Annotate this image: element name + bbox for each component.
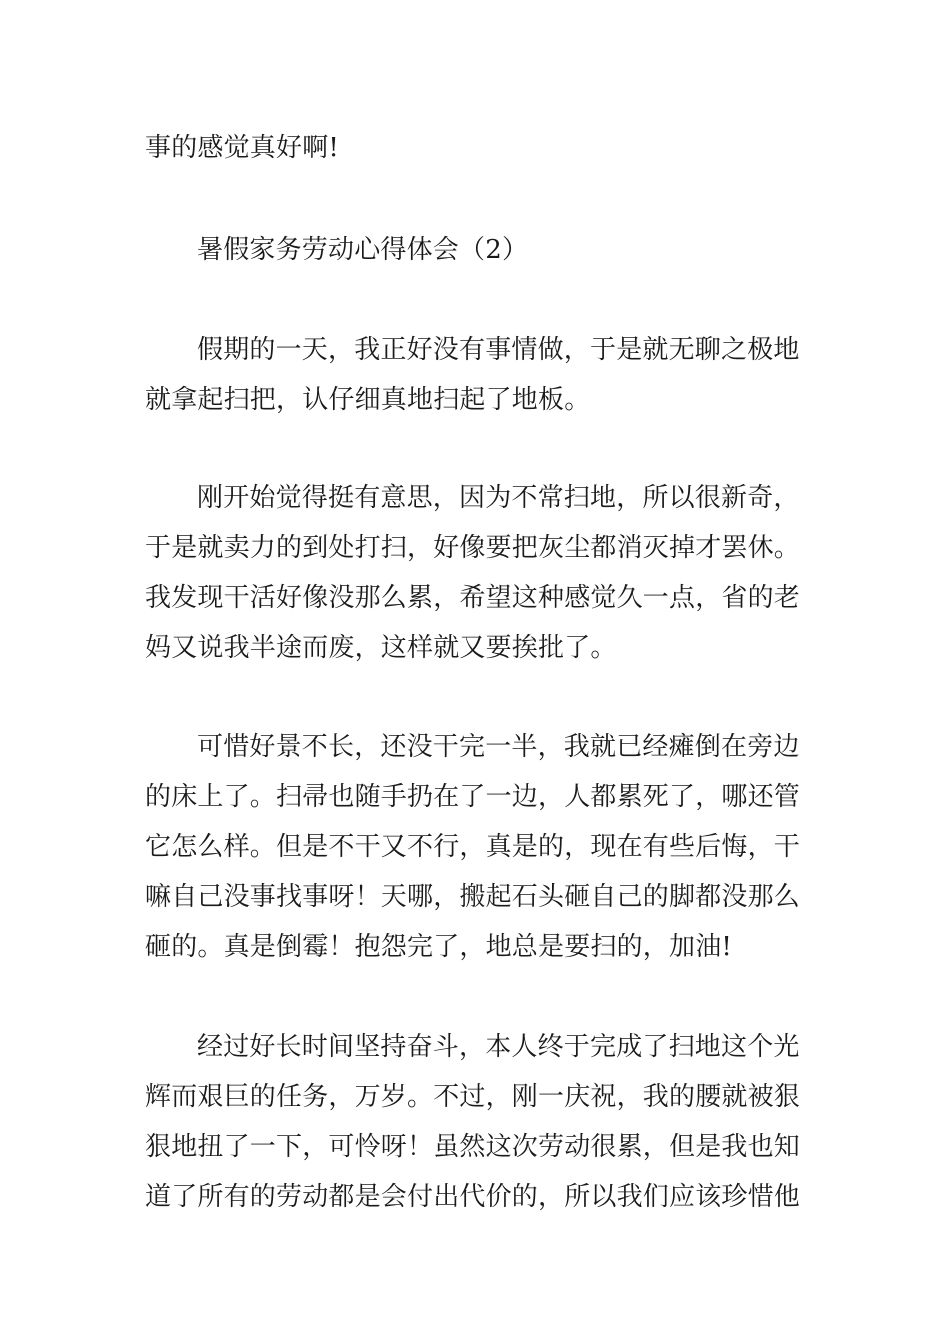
section-heading: 暑假家务劳动心得体会（2） [197,235,529,265]
paragraph-3-line-2: 的床上了。扫帚也随手扔在了一边，人都累死了，哪还管 [145,782,801,812]
paragraph-3-line-4: 嘛自己没事找事呀！天哪，搬起石头砸自己的脚都没那么 [145,882,801,912]
paragraph-1-line-1: 假期的一天，我正好没有事情做，于是就无聊之极地 [197,335,800,365]
paragraph-4-line-2: 辉而艰巨的任务，万岁。不过，刚一庆祝，我的腰就被狠 [145,1082,801,1112]
paragraph-4-line-3: 狠地扭了一下，可怜呀！虽然这次劳动很累，但是我也知 [145,1132,801,1162]
continuation-line: 事的感觉真好啊! [145,133,340,163]
paragraph-2-line-2: 于是就卖力的到处打扫，好像要把灰尘都消灭掉才罢休。 [145,533,801,563]
paragraph-4-line-4: 道了所有的劳动都是会付出代价的，所以我们应该珍惜他 [145,1182,801,1212]
paragraph-1-line-2: 就拿起扫把，认仔细真地扫起了地板。 [145,385,591,415]
paragraph-2-line-1: 刚开始觉得挺有意思，因为不常扫地，所以很新奇， [197,483,800,513]
paragraph-4-line-1: 经过好长时间坚持奋斗，本人终于完成了扫地这个光 [197,1032,800,1062]
paragraph-3-line-5: 砸的。真是倒霉！抱怨完了，地总是要扫的，加油! [145,932,733,962]
paragraph-3-line-3: 它怎么样。但是不干又不行，真是的，现在有些后悔，干 [145,832,801,862]
paragraph-3-line-1: 可惜好景不长，还没干完一半，我就已经瘫倒在旁边 [197,732,800,762]
paragraph-2-line-3: 我发现干活好像没那么累，希望这种感觉久一点，省的老 [145,583,801,613]
paragraph-2-line-4: 妈又说我半途而废，这样就又要挨批了。 [145,633,617,663]
